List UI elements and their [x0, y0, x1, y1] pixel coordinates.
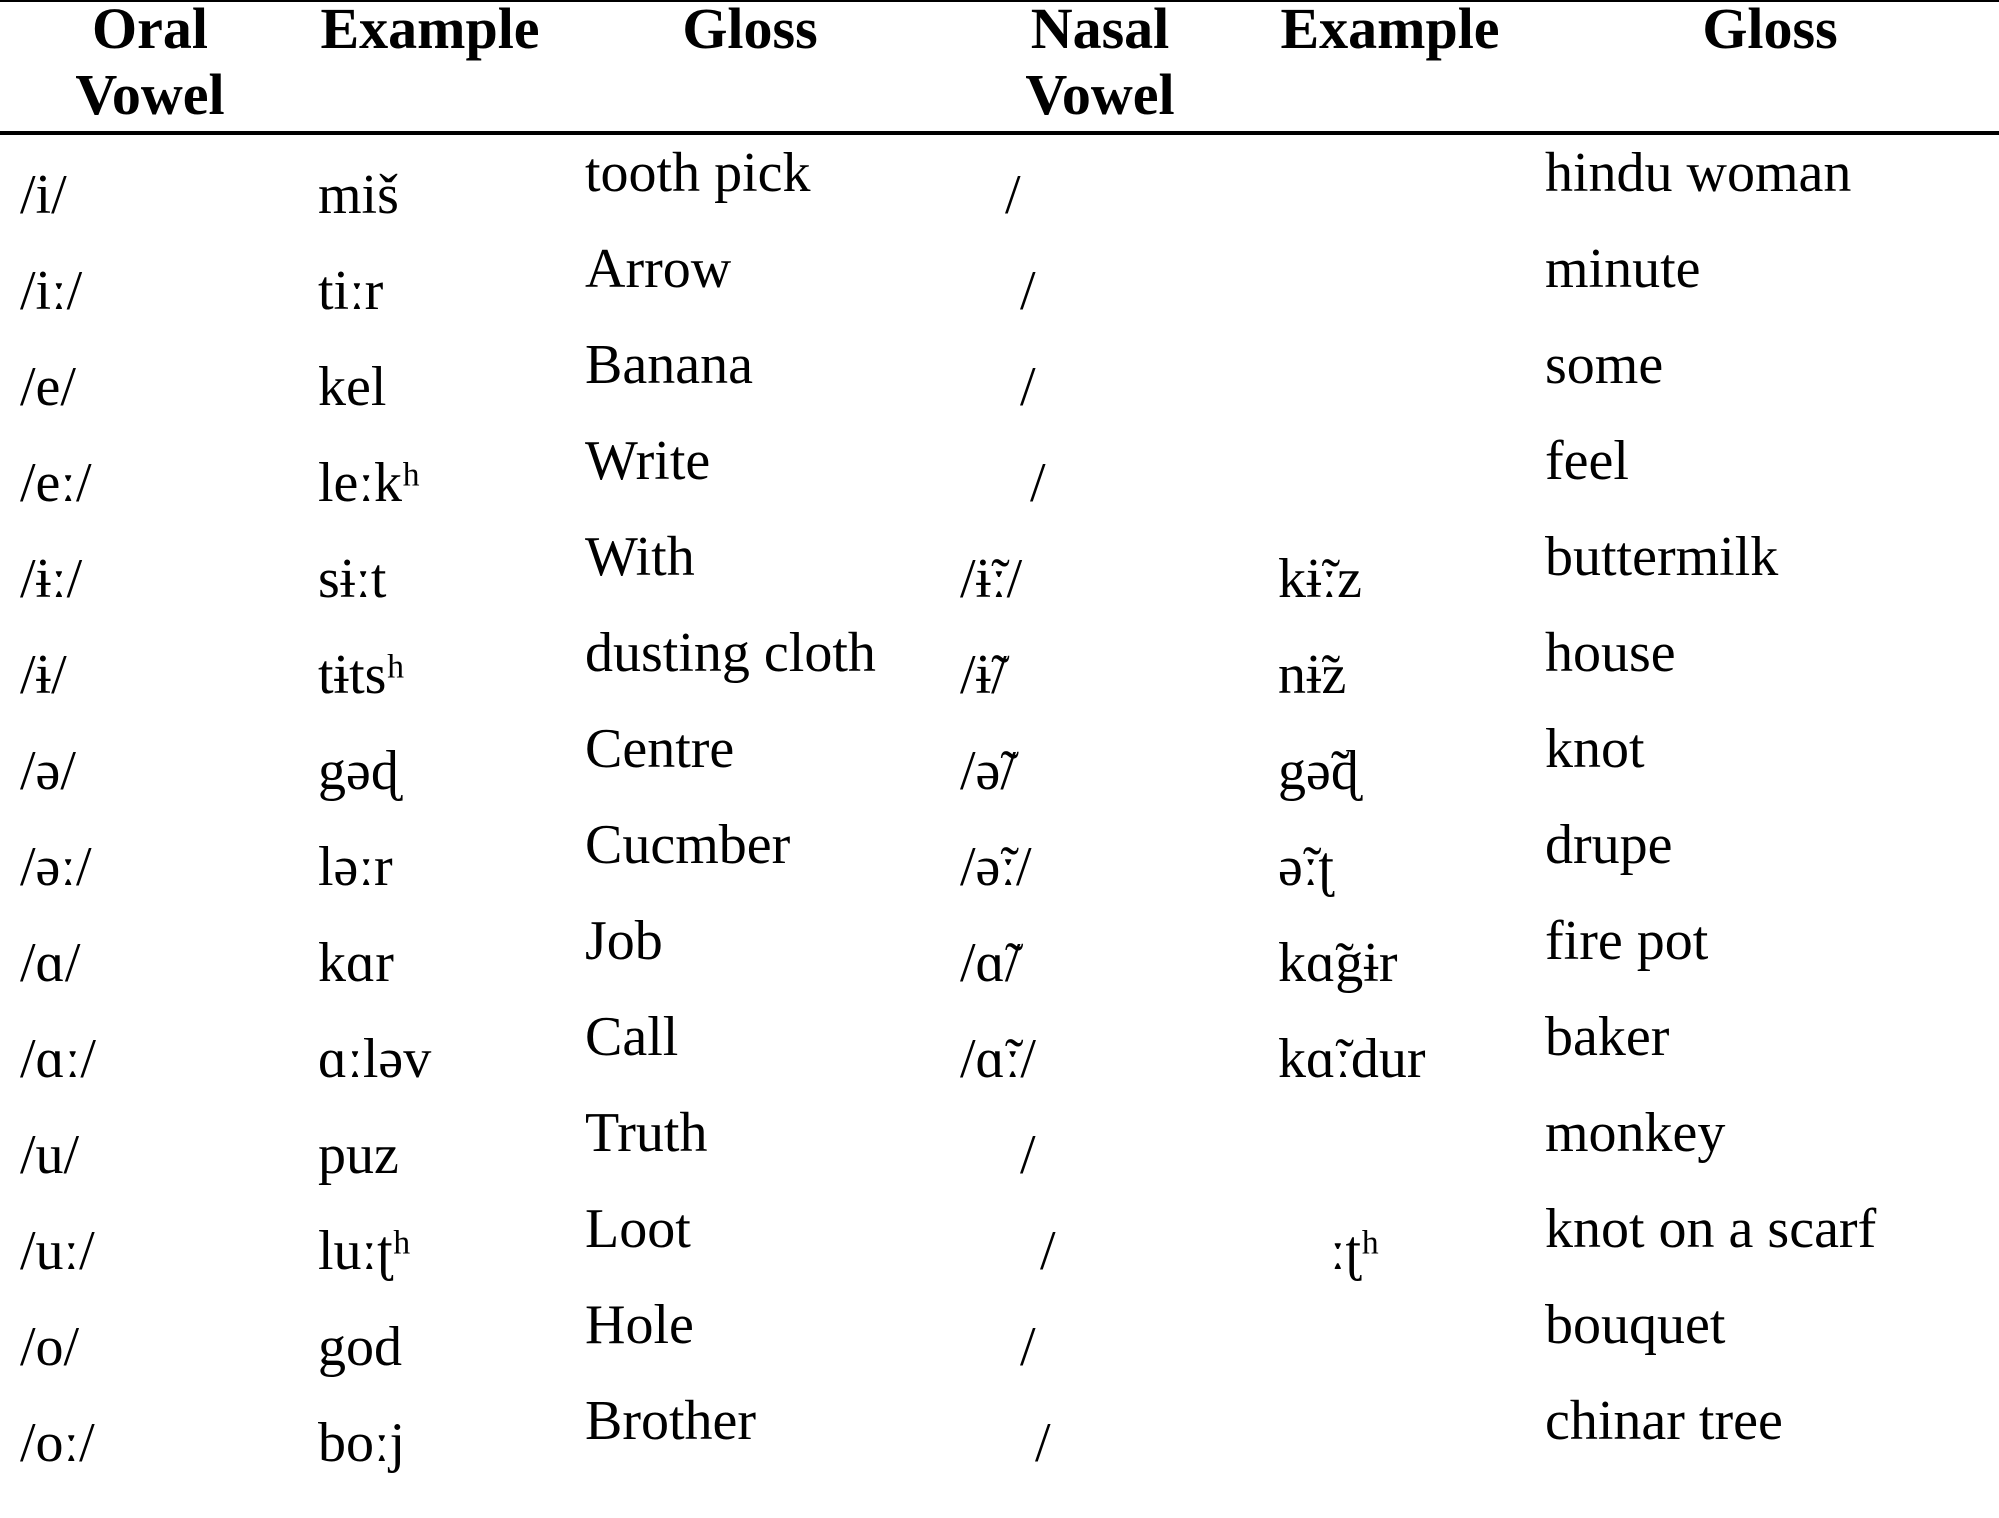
table-row: [0, 428, 1999, 524]
table-row: [0, 716, 1999, 812]
oral-gloss-cell: Write: [585, 430, 711, 492]
oral-gloss-cell: Brother: [585, 1390, 757, 1452]
nasal-gloss-cell: bouquet: [1545, 1294, 1726, 1356]
table-row: [0, 620, 1999, 716]
oral-vowel-cell: /u/: [20, 1124, 80, 1186]
header-gloss-2: Gloss: [1702, 0, 1838, 61]
oral-example-cell: tɨtsʰ: [318, 644, 405, 706]
oral-example-cell: ɑːləv: [318, 1028, 432, 1090]
table-row: [0, 140, 1999, 236]
oral-example-cell: ləːr: [318, 836, 393, 898]
oral-vowel-cell: /o/: [20, 1316, 80, 1378]
nasal-vowel-cell: /ɨ̃ː/: [960, 548, 1023, 610]
nasal-example-cell: nɨ̃z: [1278, 644, 1347, 706]
nasal-vowel-cell: /: [1040, 1220, 1056, 1282]
oral-vowel-cell: /əː/: [20, 836, 92, 898]
table-row: [0, 1100, 1999, 1196]
header-nasal-vowel: Nasal Vowel: [1025, 0, 1175, 127]
nasal-gloss-cell: knot: [1545, 718, 1645, 780]
header-example-2: Example: [1280, 0, 1500, 61]
oral-vowel-cell: /ɨː/: [20, 548, 83, 610]
oral-vowel-cell: /uː/: [20, 1220, 95, 1282]
nasal-gloss-cell: buttermilk: [1545, 526, 1779, 588]
table-row: [0, 236, 1999, 332]
nasal-gloss-cell: chinar tree: [1545, 1390, 1783, 1452]
oral-gloss-cell: dusting cloth: [585, 622, 876, 684]
nasal-vowel-cell: /ə̃ː/: [960, 836, 1032, 898]
nasal-vowel-cell: /: [1005, 164, 1021, 226]
nasal-gloss-cell: baker: [1545, 1006, 1670, 1068]
oral-example-cell: tiːr: [318, 260, 384, 322]
table-row: [0, 812, 1999, 908]
oral-example-cell: miš: [318, 164, 399, 226]
oral-gloss-cell: Centre: [585, 718, 735, 780]
oral-gloss-cell: With: [585, 526, 695, 588]
nasal-vowel-cell: /: [1020, 260, 1036, 322]
table-row: [0, 908, 1999, 1004]
nasal-vowel-cell: /: [1020, 1316, 1036, 1378]
oral-example-cell: puz: [318, 1124, 399, 1186]
header-gloss-1: Gloss: [682, 0, 818, 61]
nasal-vowel-cell: /ə̃/: [960, 740, 1016, 802]
table-row: [0, 332, 1999, 428]
nasal-gloss-cell: house: [1545, 622, 1676, 684]
nasal-gloss-cell: fire pot: [1545, 910, 1709, 972]
nasal-gloss-cell: minute: [1545, 238, 1701, 300]
nasal-gloss-cell: monkey: [1545, 1102, 1726, 1164]
nasal-gloss-cell: hindu woman: [1545, 142, 1852, 204]
nasal-gloss-cell: feel: [1545, 430, 1629, 492]
oral-vowel-cell: /i/: [20, 164, 67, 226]
nasal-gloss-cell: knot on a scarf: [1545, 1198, 1877, 1260]
table-row: [0, 1004, 1999, 1100]
oral-gloss-cell: Call: [585, 1006, 679, 1068]
nasal-vowel-cell: /ɨ̃/: [960, 644, 1007, 706]
oral-gloss-cell: Cucmber: [585, 814, 791, 876]
oral-vowel-cell: /iː/: [20, 260, 83, 322]
oral-vowel-cell: /eː/: [20, 452, 92, 514]
oral-gloss-cell: Arrow: [585, 238, 732, 300]
oral-example-cell: leːkʰ: [318, 452, 420, 514]
oral-example-cell: god: [318, 1316, 402, 1378]
nasal-example-cell: kɨ̃ːz: [1278, 548, 1362, 610]
oral-gloss-cell: Job: [585, 910, 663, 972]
nasal-vowel-cell: /: [1030, 452, 1046, 514]
table-row: [0, 524, 1999, 620]
header-example-1: Example: [320, 0, 540, 61]
oral-gloss-cell: Truth: [585, 1102, 708, 1164]
oral-example-cell: kɑr: [318, 932, 394, 994]
header-rule: [0, 131, 1999, 135]
nasal-example-cell: ːʈʰ: [1330, 1220, 1380, 1282]
oral-example-cell: gəɖ: [318, 740, 399, 802]
oral-example-cell: luːʈʰ: [318, 1220, 411, 1282]
oral-gloss-cell: Loot: [585, 1198, 691, 1260]
nasal-example-cell: kɑ̃ːdur: [1278, 1028, 1426, 1090]
oral-vowel-cell: /ɑ/: [20, 932, 81, 994]
nasal-vowel-cell: /: [1020, 1124, 1036, 1186]
oral-example-cell: boːj: [318, 1412, 406, 1474]
nasal-gloss-cell: some: [1545, 334, 1664, 396]
nasal-vowel-cell: /: [1020, 356, 1036, 418]
oral-example-cell: sɨːt: [318, 548, 387, 610]
nasal-vowel-cell: /ɑ̃/: [960, 932, 1021, 994]
nasal-gloss-cell: drupe: [1545, 814, 1673, 876]
oral-gloss-cell: Banana: [585, 334, 753, 396]
oral-vowel-cell: /ɑː/: [20, 1028, 96, 1090]
nasal-example-cell: ə̃ːʈ: [1278, 836, 1334, 898]
nasal-example-cell: kɑ̃gɨr: [1278, 932, 1398, 994]
oral-vowel-cell: /e/: [20, 356, 76, 418]
oral-gloss-cell: Hole: [585, 1294, 694, 1356]
table-row: [0, 1388, 1999, 1484]
oral-vowel-cell: /ɨ/: [20, 644, 67, 706]
nasal-vowel-cell: /ɑ̃ː/: [960, 1028, 1036, 1090]
nasal-example-cell: gə̃ɖ: [1278, 740, 1359, 802]
oral-vowel-cell: /oː/: [20, 1412, 95, 1474]
table-row: [0, 1196, 1999, 1292]
header-oral-vowel: Oral Vowel: [75, 0, 225, 127]
table-row: [0, 1292, 1999, 1388]
nasal-vowel-cell: /: [1035, 1412, 1051, 1474]
oral-vowel-cell: /ə/: [20, 740, 76, 802]
oral-example-cell: kel: [318, 356, 387, 418]
oral-gloss-cell: tooth pick: [585, 142, 811, 204]
